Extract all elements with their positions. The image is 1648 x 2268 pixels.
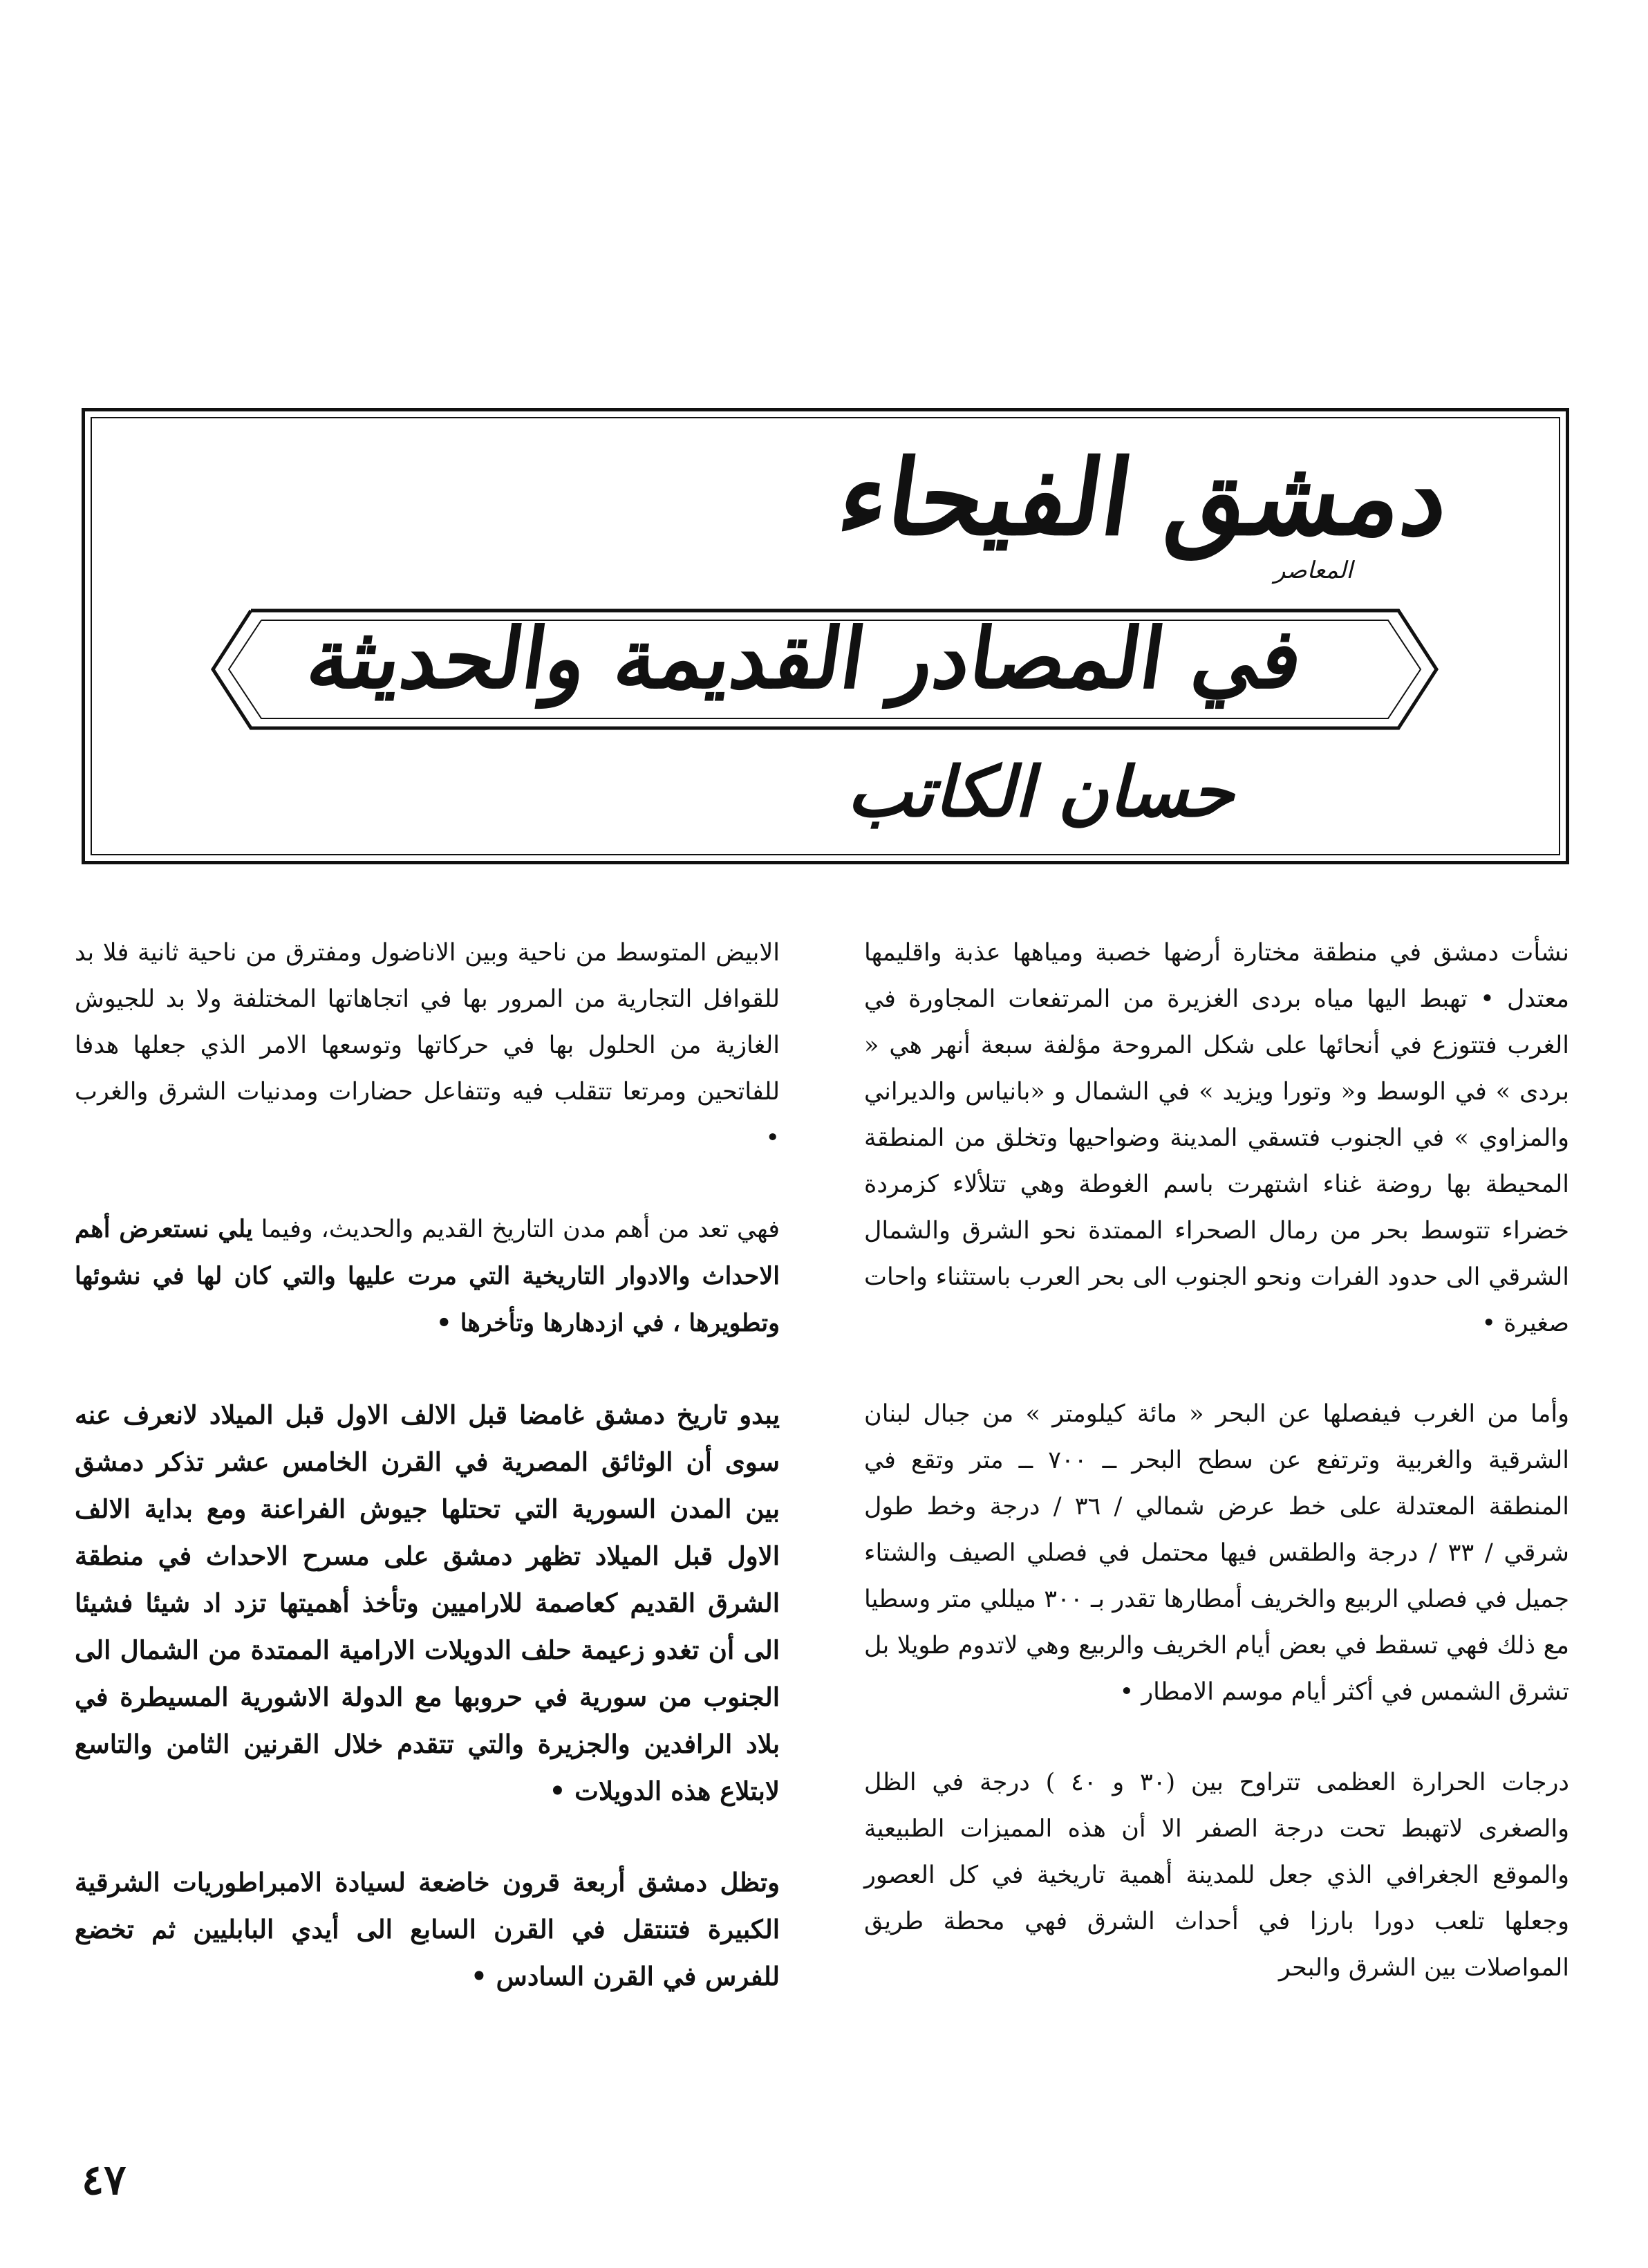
subtitle: في المصادر القديمة والحديثة [301,610,1309,707]
title-small-note: المعاصر [1274,557,1353,584]
author-name: حسان الكاتب [847,751,1234,833]
left-paragraph-2-lead: فهي تعد من أهم مدن التاريخ القديم والحديث، وفيما [261,1216,780,1243]
left-paragraph-2-bold: يلي نستعرض أهم الاحداث والادوار التاريخية التي مرت عليها والتي كان لها في نشوئها وتطويرها ، في ازدهارها وتأخرها • [75,1215,780,1337]
left-column [75,930,780,2044]
right-column [864,930,1569,2036]
right-paragraph-2: وأما من الغرب فيفصلها عن البحر « مائة كيلومتر » من جبال لبنان الشرقية والغربية وترتفع عن سطح البحر ــ ٧٠٠ ــ متر وتقع في المنطقة المعتدلة على خط عرض شمالي / ٣٦ / درجة وخط طول شرقي / ٣٣ / درجة والطقس فيها محتمل في فصلي الصيف والشتاء جميل في فصلي الربيع والخريف أمطارها تقدر بـ ٣٠٠ ميللي متر وسطيا مع ذلك فهي تسقط في بعض أيام الخريف والربيع وهي لاتدوم طويلا بل تشرق الشمس في أكثر أيام موسم الامطار • [864,1400,1570,1706]
left-paragraph-2 [75,1206,780,1347]
left-paragraph-4: وتظل دمشق أربعة قرون خاضعة لسيادة الامبراطوريات الشرقية الكبيرة فتنتقل في القرن السابع الى أيدي البابليين ثم تخضع للفرس في القرن السادس • [75,1867,780,1991]
left-paragraph-3: يبدو تاريخ دمشق غامضا قبل الالف الاول قبل الميلاد لانعرف عنه سوى أن الوثائق المصرية في القرن الخامس عشر تذكر دمشق بين المدن السورية التي تحتلها جيوش الفراعنة ومع بداية الالف الاول قبل الميلاد تظهر دمشق على مسرح الاحداث في منطقة الشرق القديم كعاصمة للاراميين وتأخذ أهميتها تزد اد شيئا فشيئا الى أن تغدو زعيمة حلف الدويلات الارامية الممتدة من الشمال الى الجنوب من سورية في حروبها مع الدولة الاشورية المسيطرة في بلاد الرافدين والجزيرة والتي تتقدم خلال القرنين الثامن والتاسع لابتلاع هذه الدويلات • [75,1400,780,1806]
main-title: دمشق الفيحاء [831,437,1457,559]
page-number: ٤٧ [82,2156,127,2204]
right-paragraph-1: نشأت دمشق في منطقة مختارة أرضها خصبة ومياهها عذبة واقليمها معتدل • تهبط اليها مياه بردى الغزيرة من المرتفعات المجاورة في الغرب فتتوزع في أنحائها على شكل المروحة مؤلفة سبعة أنهر هي « بردى » في الوسط و« وتورا ويزيد » في الشمال و «بانياس والديراني والمزاوي » في الجنوب فتسقي المدينة وضواحيها وتخلق من المنطقة المحيطة بها روضة غناء اشتهرت باسم الغوطة وهي تتلألاء كزمردة خضراء تتوسط بحر من رمال الصحراء الممتدة نحو الشرق والشمال الشرقي الى حدود الفرات ونحو الجنوب الى بحر العرب باستثناء واحات صغيرة • [864,939,1569,1337]
subtitle-banner [203,597,1447,742]
left-paragraph-1: الابيض المتوسط من ناحية وبين الاناضول ومفترق من ناحية ثانية فلا بد للقوافل التجارية من المرور بها في اتجاهاتها المختلفة ولا بد للجيوش الغازية من الحلول بها في حركاتها وتوسعها الامر الذي جعلها هدفا للفاتحين ومرتعا تتقلب فيه وتتفاعل حضارات ومدنيات الشرق والغرب • [75,939,780,1152]
right-paragraph-3: درجات الحرارة العظمى تتراوح بين (٣٠ و ٤٠ ) درجة في الظل والصغرى لاتهبط تحت درجة الصفر الا أن هذه المميزات الطبيعية والموقع الجغرافي الذي جعل للمدينة أهمية تاريخية في كل العصور وجعلها تلعب دورا بارزا في أحداث الشرق فهي محطة طريق المواصلات بين الشرق والبحر [864,1769,1569,1982]
title-frame [82,408,1569,864]
